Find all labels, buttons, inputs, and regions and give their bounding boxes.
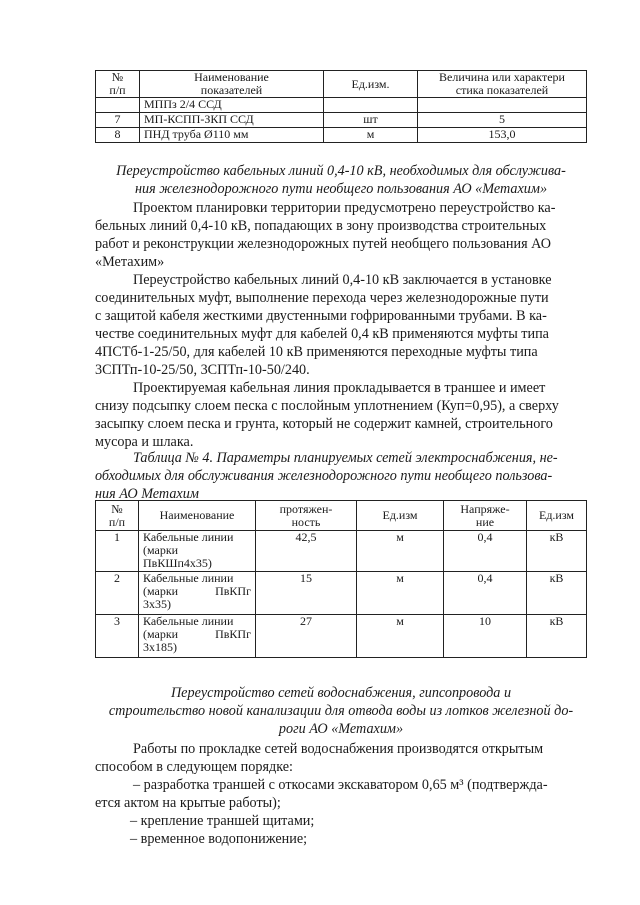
row-value: 5 [418, 113, 587, 128]
header-name: Наименование показателей [140, 71, 324, 98]
row-length: 15 [256, 572, 357, 615]
row-unit [324, 98, 418, 113]
row-unit1: м [357, 531, 444, 572]
row-unit1: м [357, 572, 444, 615]
header-num: № п/п [96, 501, 139, 531]
list-item: – крепление траншей щитами; [130, 813, 315, 829]
header-unit1: Ед.изм [357, 501, 444, 531]
row-value [418, 98, 587, 113]
list-item: – временное водопонижение; [130, 831, 308, 847]
header-voltage: Напряже- ние [444, 501, 527, 531]
table-row [96, 531, 587, 572]
header-name: Наименование [139, 501, 256, 531]
row-unit2: кВ [527, 615, 587, 658]
row-voltage: 0,4 [444, 531, 527, 572]
table-row [96, 98, 587, 113]
table-header-row [96, 501, 587, 531]
table-row [96, 572, 587, 615]
header-value: Величина или характери стика показателей [418, 71, 587, 98]
row-name: Кабельные линии (марки ПвКПг 3х35) [139, 572, 256, 615]
row-unit2: кВ [527, 572, 587, 615]
section-heading-water-supply: Переустройство сетей водоснабжения, гипсопровода и строительство новой канализации для отвода воды из лотков железной до- роги АО «Метахим» [108, 685, 574, 737]
row-num: 7 [96, 113, 140, 128]
row-unit1: м [357, 615, 444, 658]
row-unit: м [324, 128, 418, 143]
row-num: 2 [96, 572, 139, 615]
header-unit2: Ед.изм [527, 501, 587, 531]
row-length: 27 [256, 615, 357, 658]
row-num: 1 [96, 531, 139, 572]
row-num: 3 [96, 615, 139, 658]
power-networks-table [95, 500, 587, 658]
row-name: Кабельные линии (марки ПвКШп4х35) [139, 531, 256, 572]
row-voltage: 0,4 [444, 572, 527, 615]
row-name: ПНД труба Ø110 мм [140, 128, 324, 143]
indicators-table [95, 70, 587, 143]
row-value: 153,0 [418, 128, 587, 143]
row-num [96, 98, 140, 113]
row-name: МППз 2/4 ССД [140, 98, 324, 113]
paragraph-water-works: Работы по прокладке сетей водоснабжения производятся открытым способом в следующем порядке: [95, 741, 544, 775]
row-unit: шт [324, 113, 418, 128]
list-item: – разработка траншей с откосами экскаватором 0,65 м³ (подтвержда- ется актом на крытые работы); [95, 777, 548, 811]
paragraph-planning: Проектом планировки территории предусмотрено переустройство ка- бельных линий 0,4-10 кВ, попадающих в зону производства строительных работ и реконструкции железнодорожных путей необщего пользования АО «Метахим» [95, 200, 556, 270]
table-row [96, 113, 587, 128]
paragraph-trench: Проектируемая кабельная линия прокладывается в траншее и имеет снизу подсыпку слоем песка с послойным уплотнением (Куп=0,95), а сверху засыпку слоем песка и грунта, который не содержит камней, строительного мусора и шлака. [95, 380, 559, 450]
row-name: МП-КСПП-ЗКП ССД [140, 113, 324, 128]
section-heading-cable-lines: Переустройство кабельных линий 0,4-10 кВ, необходимых для обслужива- ния железнодорожного пути необщего пользования АО «Метахим» [116, 163, 566, 197]
row-num: 8 [96, 128, 140, 143]
row-unit2: кВ [527, 531, 587, 572]
row-voltage: 10 [444, 615, 527, 658]
header-unit: Ед.изм. [324, 71, 418, 98]
table4-caption: Таблица № 4. Параметры планируемых сетей электроснабжения, не- обходимых для обслуживания железнодорожного пути необщего пользова- ния АО Метахим [95, 450, 558, 502]
table-row [96, 128, 587, 143]
header-num: № п/п [96, 71, 140, 98]
row-length: 42,5 [256, 531, 357, 572]
table-header-row [96, 71, 587, 98]
header-length: протяжен- ность [256, 501, 357, 531]
table-row [96, 615, 587, 658]
row-name: Кабельные линии (марки ПвКПг 3х185) [139, 615, 256, 658]
paragraph-couplings: Переустройство кабельных линий 0,4-10 кВ заключается в установке соединительных муфт, выполнение перехода через железнодорожные пути с защитой кабеля жесткими двустенными гофрированными трубами. В ка- честве соединительных муфт для кабелей 0,4 кВ применяются муфты типа 4ПСТб-1-25/50, для кабелей 10 кВ применяются переходные муфты типа 3СПТп-10-25/50, 3СПТп-10-50/240. [95, 272, 552, 378]
